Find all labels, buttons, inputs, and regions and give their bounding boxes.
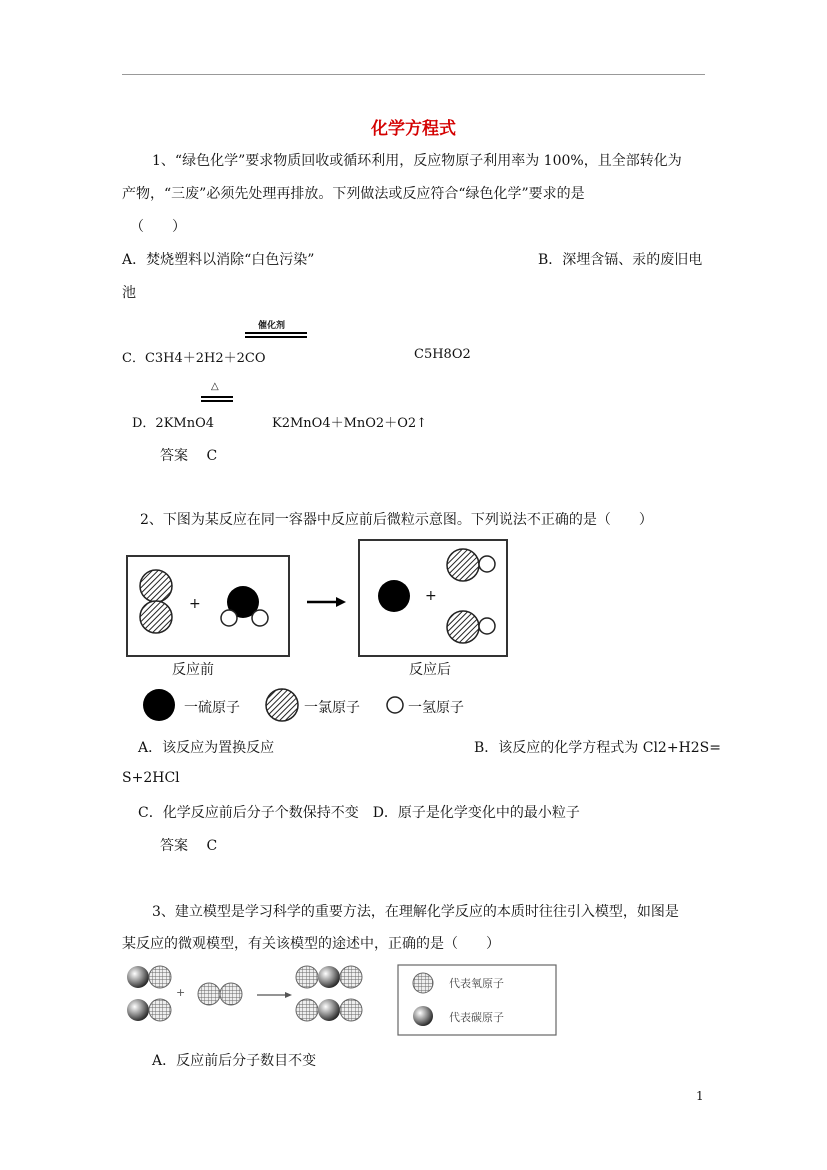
q1-c-catalyst: 催化剂 xyxy=(258,321,286,331)
o-atom xyxy=(198,983,220,1005)
legend-h-atom xyxy=(387,697,403,713)
c-atom xyxy=(318,999,340,1021)
header-rule xyxy=(122,74,705,75)
c-atom xyxy=(318,966,340,988)
q1-answer: 答案 C xyxy=(160,448,218,464)
q2-option-b-cont: S+2HCl xyxy=(122,770,180,786)
q1-paren: （ ） xyxy=(130,219,186,235)
q1-stem-line2: 产物，“三废”必须先处理再排放。下列做法或反应符合“绿色化学”要求的是 xyxy=(122,186,585,202)
q2-option-b: B．该反应的化学方程式为 Cl2+H2S= xyxy=(474,740,722,756)
q3-plus: + xyxy=(176,986,186,999)
c-atom xyxy=(127,999,149,1021)
q2-options-c-d: C．化学反应前后分子个数保持不变 D．原子是化学变化中的最小粒子 xyxy=(138,805,580,821)
q1-d-arrow-line2 xyxy=(201,400,233,402)
q3-option-a: A．反应前后分子数目不变 xyxy=(152,1053,317,1069)
q2-after-label: 反应后 xyxy=(409,662,451,678)
cl-atom xyxy=(140,601,172,633)
o-atom xyxy=(340,966,362,988)
legend-o-atom xyxy=(413,973,433,993)
q1-option-c-left: C．C3H4＋2H2＋2CO xyxy=(122,351,266,366)
q1-option-d-left: D．2KMnO4 xyxy=(132,416,215,431)
cl-atom xyxy=(140,570,172,602)
q1-d-arrow-line1 xyxy=(201,396,233,398)
cl-atom xyxy=(447,549,479,581)
q1-c-arrow-line1 xyxy=(245,332,307,334)
q2-legend-h: 一氢原子 xyxy=(408,700,464,716)
cl-atom xyxy=(447,611,479,643)
page-number: 1 xyxy=(696,1089,704,1103)
legend-c-atom xyxy=(413,1006,433,1026)
q3-diagram xyxy=(124,962,559,1038)
q2-answer: 答案 C xyxy=(160,838,218,854)
q1-option-a: A．焚烧塑料以消除“白色污染” xyxy=(122,252,315,268)
legend-cl-atom xyxy=(266,689,298,721)
q3-stem-line2: 某反应的微观模型，有关该模型的途述中，正确的是（ ） xyxy=(122,936,500,952)
q2-option-a: A．该反应为置换反应 xyxy=(138,740,275,756)
q3-legend-o: 代表氧原子 xyxy=(449,977,504,990)
q2-legend-cl: 一氯原子 xyxy=(304,700,360,716)
q2-before-label: 反应前 xyxy=(172,662,214,678)
q1-option-b-cont: 池 xyxy=(122,285,136,301)
reaction-arrow-head xyxy=(336,597,346,607)
h-atom xyxy=(479,556,495,572)
o-atom xyxy=(149,966,171,988)
h-atom xyxy=(479,618,495,634)
o-atom xyxy=(296,966,318,988)
q1-c-arrow-line2 xyxy=(245,336,307,338)
q3-stem-line1: 3、建立模型是学习科学的重要方法，在理解化学反应的本质时往往引入模型，如图是 xyxy=(152,904,679,920)
q1-option-c-right: C5H8O2 xyxy=(414,347,471,362)
o-atom xyxy=(149,999,171,1021)
h-atom xyxy=(221,610,237,626)
q1-stem-line1: 1、“绿色化学”要求物质回收或循环利用，反应物原子利用率为 100%，且全部转化为 xyxy=(152,153,682,169)
q3-arrow-head xyxy=(285,992,292,998)
o-atom xyxy=(340,999,362,1021)
q1-option-d-right: K2MnO4＋MnO2＋O2↑ xyxy=(272,416,428,431)
c-atom xyxy=(127,966,149,988)
o-atom xyxy=(220,983,242,1005)
q1-option-b: B．深埋含镉、汞的废旧电 xyxy=(538,252,703,268)
q2-legend-s: 一硫原子 xyxy=(184,700,240,716)
q3-legend-c: 代表碳原子 xyxy=(449,1011,504,1024)
q1-d-heat: △ xyxy=(211,381,219,392)
o-atom xyxy=(296,999,318,1021)
s-atom xyxy=(378,580,410,612)
legend-s-atom xyxy=(143,689,175,721)
h-atom xyxy=(252,610,268,626)
q2-stem: 2、下图为某反应在同一容器中反应前后微粒示意图。下列说法不正确的是（ ） xyxy=(140,512,653,528)
q2-plus-before: + xyxy=(189,596,201,612)
page-title: 化学方程式 xyxy=(371,119,456,139)
q2-plus-after: + xyxy=(425,588,437,604)
